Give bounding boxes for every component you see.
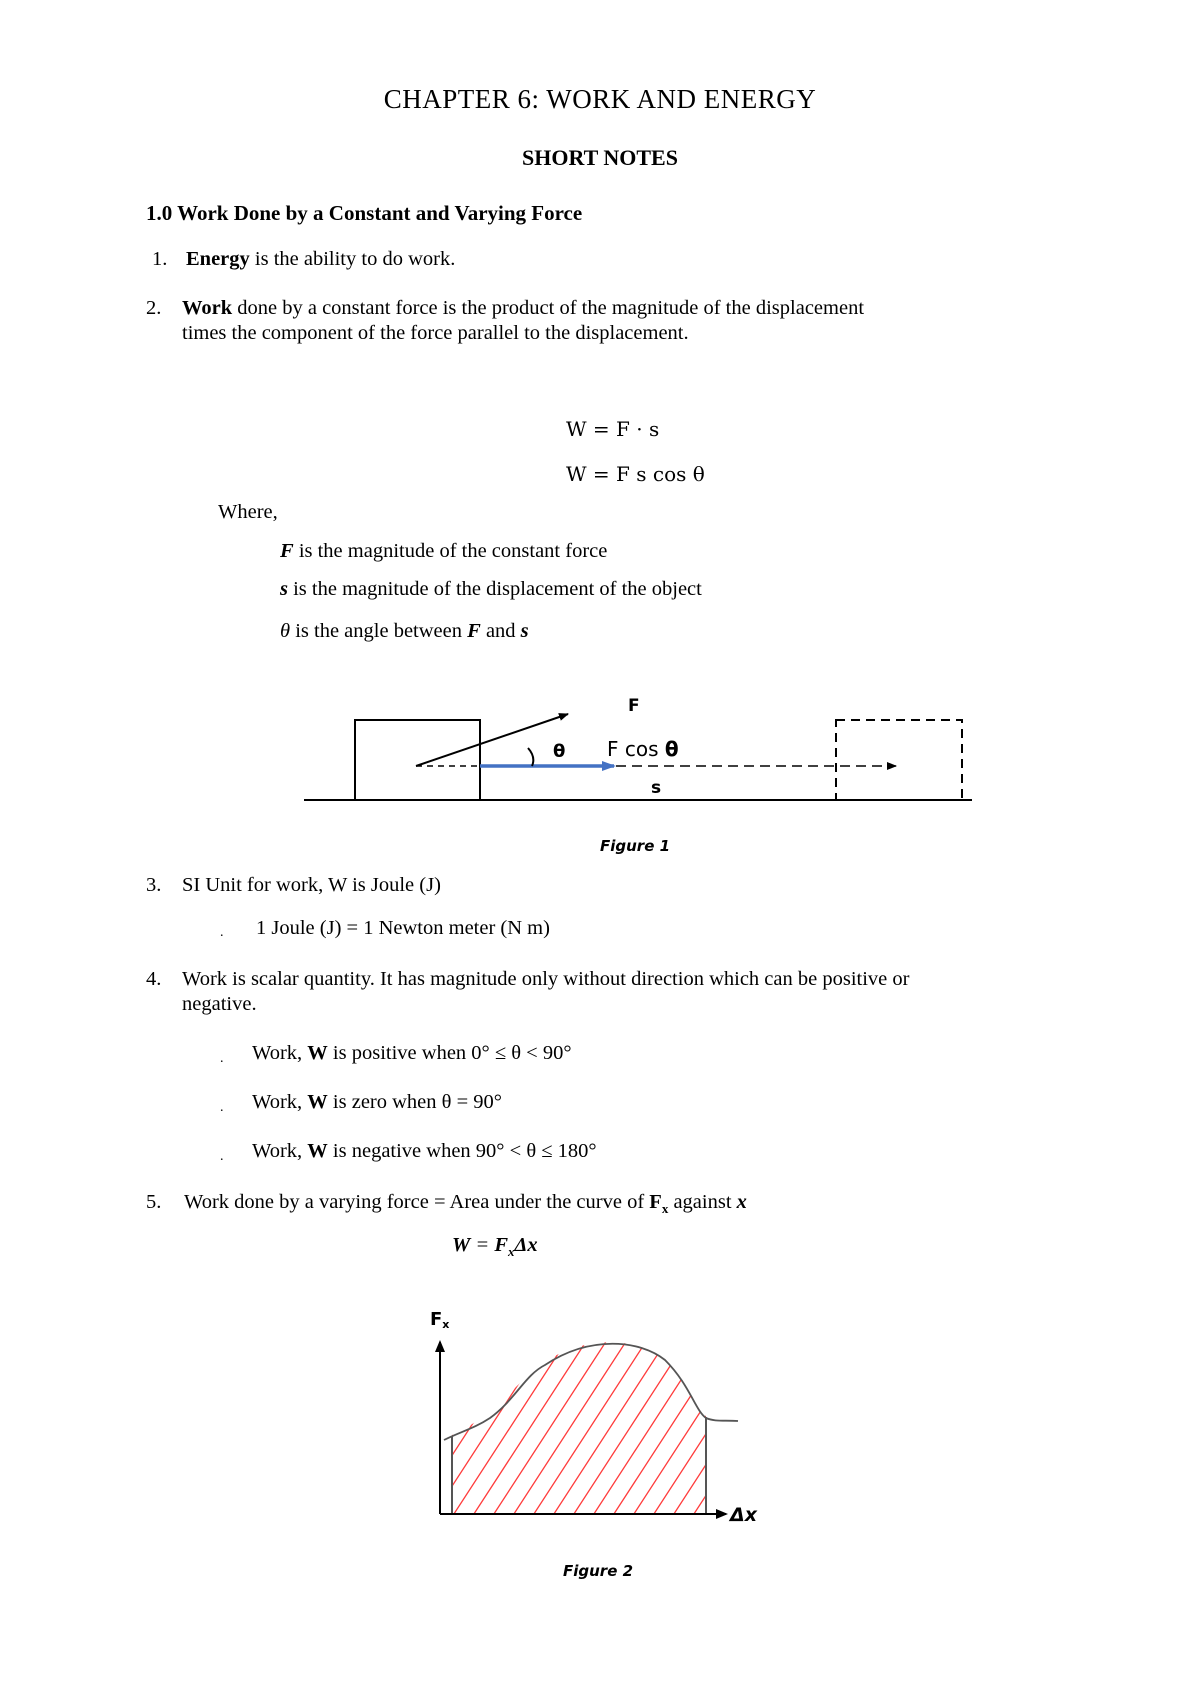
item-2-body: done by a constant force is the product of the magnitude of the displacement: [232, 297, 865, 319]
section-heading: 1.0 Work Done by a Constant and Varying Force: [146, 201, 583, 225]
definition-force-text: is the magnitude of the constant force: [293, 540, 608, 562]
initial-block: [355, 720, 480, 800]
joule-definition: 1 Joule (J) = 1 Newton meter (N m): [256, 917, 550, 939]
item-5-number: 5.: [146, 1191, 162, 1213]
item-4-line-1: Work is scalar quantity. It has magnitude only without direction which can be positive or: [182, 968, 910, 990]
bullet-condition: is zero when θ = 90°: [327, 1091, 502, 1113]
item-1-text: [186, 248, 455, 271]
definition-angle: [280, 620, 529, 643]
figure-2-graph: [420, 1290, 780, 1530]
bullet-marker: .: [220, 1149, 224, 1164]
definition-and: and: [480, 620, 521, 642]
label-force: F: [628, 696, 640, 716]
item-5-against: against: [668, 1191, 737, 1213]
item-1-number: 1.: [152, 248, 168, 270]
y-axis-label-f: F: [430, 1309, 443, 1330]
term-energy: Energy: [186, 248, 250, 270]
symbol-x: x: [736, 1191, 747, 1213]
item-3-number: 3.: [146, 874, 162, 896]
figure-1-caption: Figure 1: [600, 837, 671, 855]
page-subtitle: SHORT NOTES: [522, 145, 678, 170]
equation-dot-product: W = F · s: [566, 417, 660, 441]
x-axis-label: Δx: [730, 1504, 757, 1526]
item-2-number: 2.: [146, 297, 162, 319]
item-4-line-2: negative.: [182, 993, 257, 1015]
symbol-w: W: [307, 1042, 328, 1064]
label-displacement: s: [651, 778, 662, 798]
symbol-w: W: [307, 1140, 328, 1162]
symbol-fx-subscript: x: [508, 1244, 515, 1260]
definition-angle-text: is the angle between: [290, 620, 468, 642]
symbol-w: W: [452, 1234, 471, 1256]
figure-1-diagram: [300, 680, 980, 810]
work-positive-condition: [252, 1042, 572, 1065]
work-negative-condition: [252, 1140, 597, 1163]
symbol-f: F: [280, 540, 294, 562]
label-f-cos-text: F cos: [607, 737, 665, 761]
bullet-condition: is positive when 0° ≤ θ < 90°: [327, 1042, 572, 1064]
equals-sign: =: [470, 1234, 495, 1256]
label-f-cos-theta-symbol: θ: [664, 737, 679, 761]
area-border: [452, 1330, 706, 1514]
symbol-fx: F: [649, 1191, 662, 1213]
bullet-text: Work,: [252, 1091, 308, 1113]
final-block-dashed: [836, 720, 962, 800]
term-work: Work: [182, 297, 233, 319]
bullet-marker: .: [220, 1100, 224, 1115]
item-4-number: 4.: [146, 968, 162, 990]
equation-varying-work: [452, 1234, 538, 1260]
label-theta: θ: [553, 741, 566, 762]
y-axis-label-subscript: x: [442, 1318, 450, 1331]
symbol-fx-subscript: x: [661, 1201, 669, 1217]
bullet-condition: is negative when 90° < θ ≤ 180°: [327, 1140, 597, 1162]
bullet-marker: .: [220, 925, 224, 940]
symbol-delta-x: Δx: [514, 1234, 538, 1256]
symbol-theta: θ: [280, 620, 291, 642]
symbol-f: F: [494, 1234, 509, 1256]
item-3-text: SI Unit for work, W is Joule (J): [182, 874, 441, 896]
page-title: CHAPTER 6: WORK AND ENERGY: [383, 84, 817, 114]
item-2-line-1: [182, 297, 864, 320]
symbol-f-2: F: [467, 620, 481, 642]
equation-cosine: W = F s cos θ: [566, 462, 705, 486]
item-2-line-2: times the component of the force parallel to the displacement.: [182, 322, 689, 344]
bullet-text: Work,: [252, 1140, 308, 1162]
figure-2-caption: Figure 2: [563, 1562, 634, 1580]
symbol-s-2: s: [520, 620, 529, 642]
symbol-w: W: [307, 1091, 328, 1113]
where-label: Where,: [218, 501, 278, 523]
definition-force: [280, 540, 607, 563]
bullet-text: Work,: [252, 1042, 308, 1064]
item-1-body: is the ability to do work.: [249, 248, 456, 270]
force-vector: [416, 714, 568, 766]
definition-displacement: [280, 578, 702, 601]
symbol-s: s: [280, 578, 288, 600]
angle-arc: [528, 748, 533, 766]
label-f-cos-theta: [607, 737, 679, 761]
item-5-body: Work done by a varying force = Area under the curve of: [184, 1191, 650, 1213]
y-axis-label: [430, 1309, 449, 1331]
item-5-text: [184, 1191, 747, 1217]
bullet-marker: .: [220, 1051, 224, 1066]
definition-displacement-text: is the magnitude of the displacement of the object: [287, 578, 702, 600]
work-zero-condition: [252, 1091, 502, 1114]
